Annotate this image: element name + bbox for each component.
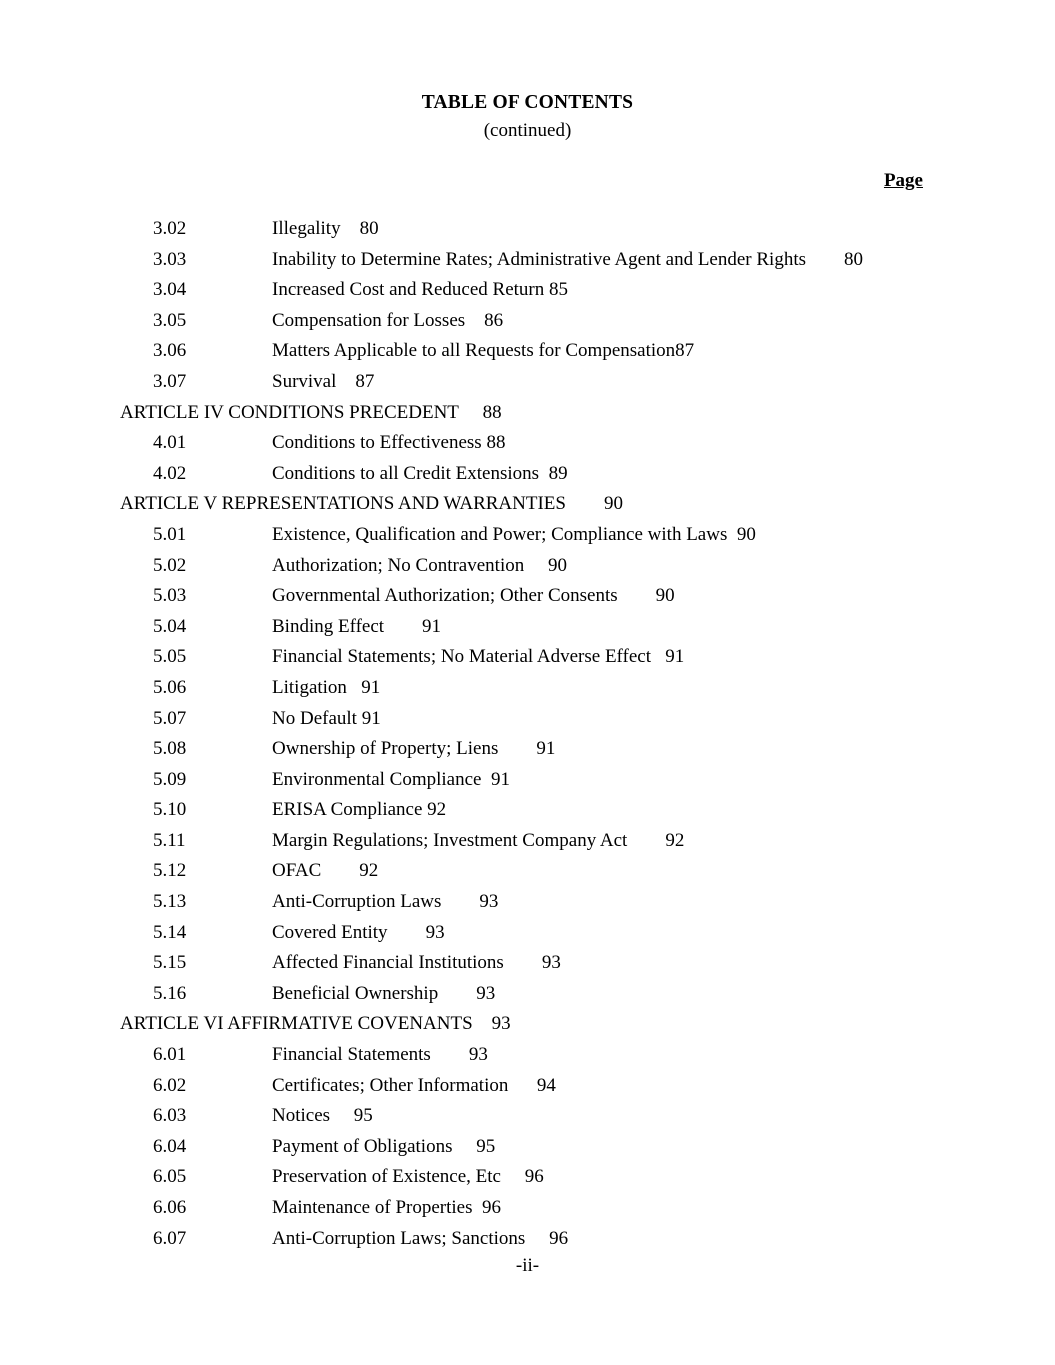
toc-entry[interactable] <box>110 1009 945 1040</box>
toc-entry[interactable] <box>110 673 945 704</box>
toc-entry-page: 91 <box>356 707 381 729</box>
toc-entry-number: 5.05 <box>153 646 187 668</box>
toc-entry-page: 91 <box>481 768 510 790</box>
toc-entry[interactable] <box>110 520 945 551</box>
toc-entry-page: 90 <box>727 523 756 545</box>
toc-entry-number: 5.03 <box>153 585 187 607</box>
toc-entry[interactable] <box>110 826 945 857</box>
page-title: TABLE OF CONTENTS <box>421 92 634 113</box>
toc-entry[interactable] <box>110 275 945 306</box>
toc-entry-title: Notices <box>272 1105 331 1127</box>
toc-entry-title: Litigation <box>272 676 347 698</box>
toc-entry-number: 5.16 <box>153 982 187 1004</box>
toc-entry-page: 93 <box>503 952 561 974</box>
toc-entry-title: Conditions to Effectiveness <box>272 432 482 454</box>
toc-entry[interactable] <box>110 428 945 459</box>
toc-entry-title: ERISA Compliance <box>272 799 423 821</box>
toc-entry-title: ARTICLE VI AFFIRMATIVE COVENANTS <box>120 1013 473 1035</box>
toc-entry-number: 6.05 <box>153 1166 187 1188</box>
toc-entry-title: Certificates; Other Information <box>272 1074 509 1096</box>
toc-entry[interactable] <box>110 398 945 429</box>
toc-entry-page: 85 <box>544 279 568 301</box>
toc-entry-page: 90 <box>524 554 567 576</box>
toc-entry[interactable] <box>110 459 945 490</box>
toc-entry[interactable] <box>110 887 945 918</box>
toc-entry-title: Environmental Compliance <box>272 768 482 790</box>
toc-entry[interactable] <box>110 245 945 276</box>
toc-entry-number: 5.11 <box>153 829 186 851</box>
toc-entry-title: Anti-Corruption Laws; Sanctions <box>272 1227 526 1249</box>
toc-entry-page: 89 <box>539 462 568 484</box>
toc-entry-number: 5.06 <box>153 676 187 698</box>
toc-entry[interactable] <box>110 765 945 796</box>
toc-entry[interactable] <box>110 856 945 887</box>
toc-entry[interactable] <box>110 551 945 582</box>
toc-entry[interactable] <box>110 214 945 245</box>
toc-entry-number: 6.07 <box>153 1227 187 1249</box>
toc-entry[interactable] <box>110 642 945 673</box>
toc-entry-page: 94 <box>508 1074 556 1096</box>
toc-entry-number: 5.10 <box>153 799 187 821</box>
toc-entry[interactable] <box>110 795 945 826</box>
toc-entry-number: 3.02 <box>153 218 187 239</box>
toc-entry-number: 5.14 <box>153 921 187 943</box>
toc-entry-number: 6.04 <box>153 1135 187 1157</box>
toc-entry[interactable] <box>110 1101 945 1132</box>
toc-entry-page: 96 <box>500 1166 544 1188</box>
toc-entry-number: 5.02 <box>153 554 187 576</box>
toc-entry[interactable] <box>110 1071 945 1102</box>
toc-entry[interactable] <box>110 1193 945 1224</box>
toc-entry-number: 4.01 <box>153 432 187 454</box>
toc-entry[interactable] <box>110 489 945 520</box>
toc-entry[interactable] <box>110 306 945 337</box>
toc-entry[interactable] <box>110 1040 945 1071</box>
toc-entry-number: 3.06 <box>153 340 187 362</box>
toc-entry[interactable] <box>110 1224 945 1255</box>
toc-entry-title: Affected Financial Institutions <box>272 952 504 974</box>
page-subtitle: (continued) <box>483 120 572 141</box>
toc-entry-page: 95 <box>452 1135 496 1157</box>
toc-entry-title: Binding Effect <box>272 615 385 637</box>
toc-entry-title: Survival <box>272 370 337 392</box>
toc-entry-title: Increased Cost and Reduced Return <box>272 279 545 301</box>
toc-entry[interactable] <box>110 1132 945 1163</box>
toc-entry-number: 5.07 <box>153 707 187 729</box>
toc-entry-title: No Default <box>272 707 357 729</box>
toc-entry-number: 5.15 <box>153 952 187 974</box>
toc-entry-title: Payment of Obligations <box>272 1135 453 1157</box>
toc-entry-page: 93 <box>441 891 499 913</box>
toc-entry-number: 3.03 <box>153 248 187 270</box>
toc-entry-number: 5.01 <box>153 523 187 545</box>
toc-entry-title: Maintenance of Properties <box>272 1197 473 1218</box>
toc-entry-number: 6.02 <box>153 1074 187 1096</box>
toc-entry-number: 4.02 <box>153 462 187 484</box>
toc-entry-number: 3.04 <box>153 279 187 301</box>
toc-entry-number: 6.03 <box>153 1105 187 1127</box>
toc-entry-page: 90 <box>565 493 623 515</box>
toc-entry-title: Financial Statements <box>272 1044 431 1066</box>
toc-entry-title: Inability to Determine Rates; Administrative Agent and Lender Rights <box>272 248 807 270</box>
toc-entry-title: Existence, Qualification and Power; Compliance with Laws <box>272 523 728 545</box>
toc-entry-page: 80 <box>340 218 379 239</box>
toc-entry-page: 80 <box>806 248 864 270</box>
toc-entry-page: 92 <box>422 799 447 821</box>
toc-entry-page: 87 <box>675 340 695 362</box>
toc-entry-title: Governmental Authorization; Other Consents <box>272 585 618 607</box>
toc-entry-page: 91 <box>651 646 685 668</box>
toc-entry[interactable] <box>110 734 945 765</box>
toc-entry-title: OFAC <box>272 860 322 882</box>
toc-entry[interactable] <box>110 704 945 735</box>
toc-entry-page: 90 <box>617 585 675 607</box>
toc-entry-title: Authorization; No Contravention <box>272 554 525 576</box>
toc-entry[interactable] <box>110 336 945 367</box>
toc-entry-title: Margin Regulations; Investment Company Act <box>272 829 628 851</box>
toc-entry[interactable] <box>110 581 945 612</box>
toc-entry[interactable] <box>110 612 945 643</box>
toc-entry-page: 95 <box>330 1105 373 1127</box>
page-column-header: Page <box>883 170 923 191</box>
toc-entry-title: Compensation for Losses <box>272 309 466 331</box>
toc-entry-title: Conditions to all Credit Extensions <box>272 462 540 484</box>
toc-entry-page: 93 <box>387 921 445 943</box>
toc-entry-title: Ownership of Property; Liens <box>272 738 499 760</box>
toc-entry-title: Covered Entity <box>272 921 388 943</box>
toc-entry[interactable] <box>110 367 945 398</box>
toc-entry-number: 6.06 <box>153 1197 187 1218</box>
toc-entry-page: 93 <box>472 1013 511 1035</box>
toc-entry[interactable] <box>110 918 945 949</box>
toc-entry-title: Beneficial Ownership <box>272 982 439 1004</box>
toc-entry-page: 87 <box>336 370 375 392</box>
toc-entry-title: Financial Statements; No Material Adverse Effect <box>272 646 652 668</box>
toc-entry-page: 96 <box>472 1197 501 1218</box>
toc-entry-number: 5.08 <box>153 738 187 760</box>
toc-entry-number: 5.09 <box>153 768 187 790</box>
toc-entry-page: 91 <box>346 676 381 698</box>
toc-entry[interactable] <box>110 948 945 979</box>
toc-entry-number: 6.01 <box>153 1044 187 1066</box>
toc-entry[interactable] <box>110 1162 945 1193</box>
toc-entry-number: 5.04 <box>153 615 187 637</box>
toc-entry-page: 93 <box>430 1044 488 1066</box>
toc-entry-title: Preservation of Existence, Etc <box>272 1166 501 1188</box>
toc-entry-page: 93 <box>438 982 496 1004</box>
toc-entry-page: 86 <box>465 309 504 331</box>
toc-entry-number: 5.12 <box>153 860 187 882</box>
toc-entry-page: 88 <box>458 401 502 423</box>
toc-entry-page: 91 <box>384 615 442 637</box>
toc-entry-title: Matters Applicable to all Requests for Compensation <box>272 340 676 362</box>
toc-entry[interactable] <box>110 979 945 1010</box>
toc-entry-title: ARTICLE IV CONDITIONS PRECEDENT <box>120 401 459 423</box>
toc-entry-page: 88 <box>481 432 506 454</box>
toc-entry-number: 5.13 <box>153 891 187 913</box>
toc-entry-page: 91 <box>498 738 556 760</box>
toc-entry-page: 92 <box>321 860 379 882</box>
toc-entry-number: 3.05 <box>153 309 187 331</box>
toc-entry-title: Illegality <box>272 218 341 239</box>
table-of-contents <box>110 214 945 1254</box>
toc-entry-number: 3.07 <box>153 370 187 392</box>
toc-entry-page: 96 <box>525 1227 569 1249</box>
toc-entry-title: Anti-Corruption Laws <box>272 891 442 913</box>
toc-entry-title: ARTICLE V REPRESENTATIONS AND WARRANTIES <box>120 493 566 515</box>
toc-entry-page: 92 <box>627 829 685 851</box>
page-number-footer: -ii- <box>515 1255 540 1276</box>
